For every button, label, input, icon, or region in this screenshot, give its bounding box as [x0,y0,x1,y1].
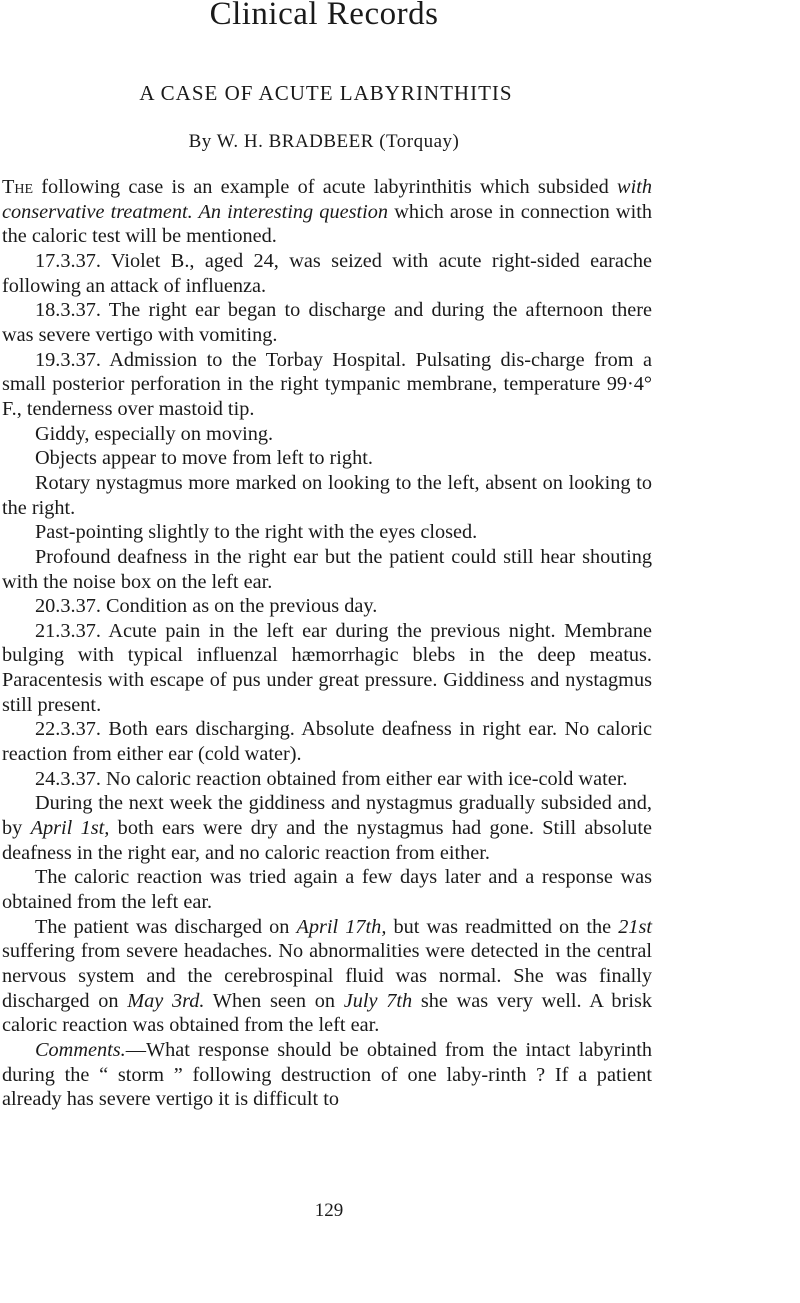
caloric-paragraph: The caloric reaction was tried again a few days later and a response was obtained from the left ear. [2,866,652,914]
case-entry: Objects appear to move from left to right. [35,447,373,470]
lead-word: The [2,176,34,198]
byline: By W. H. BRADBEER (Torquay) [188,131,460,152]
comments-paragraph: Comments.—What response should be obtained from the intact labyrinth during the “ storm ” following destruction of one laby-rinth ? If a patient already has severe vertigo it is difficult to [2,1038,652,1111]
article-body [2,175,652,1112]
page-number: 129 [314,1200,344,1221]
section-title: Clinical Records [209,0,439,32]
case-entry: Profound deafness in the right ear but the patient could still hear shouting with the noise box on the left ear. [2,545,652,593]
case-entry: Rotary nystagmus more marked on looking to the left, absent on looking to the right. [2,471,652,519]
discharge-paragraph: The patient was discharged on April 17th, but was readmitted on the 21st suffering from severe headaches. No abnormalities were detected in the central nervous system and the cerebrospinal fluid was normal. She was finally discharged on May 3rd. When seen on July 7th she was very well. A brisk caloric reaction was obtained from the left ear. [2,915,652,1037]
case-entry: 17.3.37. Violet B., aged 24, was seized with acute right-sided earache following an attack of influenza. [2,249,652,297]
intro-paragraph: The following case is an example of acute labyrinthitis which subsided with conservative treatment. An interesting question which arose in connection with the caloric test will be mentioned. [2,176,652,248]
case-entry: 20.3.37. Condition as on the previous day. [35,595,378,618]
case-entry: 21.3.37. Acute pain in the left ear during the previous night. Membrane bulging with typical influenzal hæmorrhagic blebs in the deep meatus. Paracentesis with escape of pus under great pressure. Giddiness and nystagmus still present. [2,619,652,716]
case-entry: 22.3.37. Both ears discharging. Absolute deafness in right ear. No caloric reaction from either ear (cold water). [2,718,652,766]
case-entry: Giddy, especially on moving. [35,422,274,445]
recovery-paragraph: During the next week the giddiness and nystagmus gradually subsided and, by April 1st, both ears were dry and the nystagmus had gone. Still absolute deafness in the right ear, and no caloric reaction from either. [2,792,652,864]
comments-label: Comments. [35,1038,126,1061]
article-title: A CASE OF ACUTE LABYRINTHITIS [139,81,513,105]
case-entry: Past-pointing slightly to the right with the eyes closed. [35,521,478,544]
case-entry: 19.3.37. Admission to the Torbay Hospital. Pulsating dis-charge from a small posterior perforation in the right tympanic membrane, temperature 99·4° F., tenderness over mastoid tip. [2,348,652,420]
case-entry: 24.3.37. No caloric reaction obtained from either ear with ice-cold water. [35,767,628,790]
case-entry: 18.3.37. The right ear began to discharge and during the afternoon there was severe vertigo with vomiting. [2,299,652,346]
